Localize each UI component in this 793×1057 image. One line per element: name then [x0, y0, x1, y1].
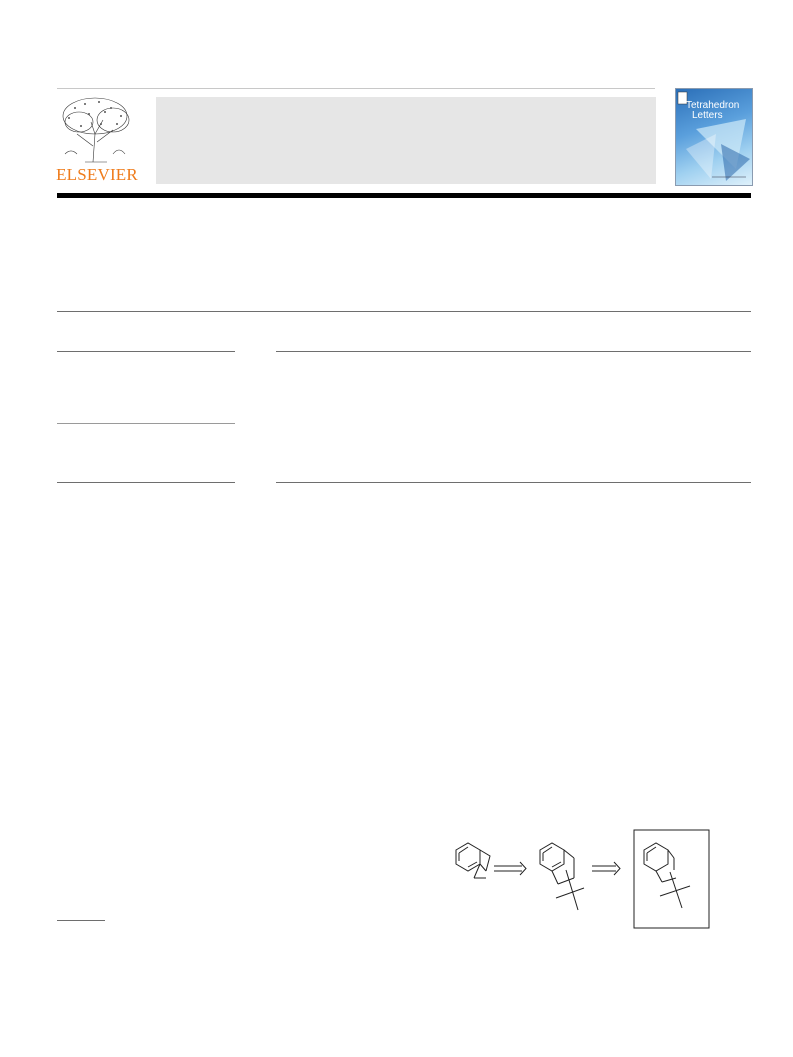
retrosynthesis-scheme — [438, 826, 713, 931]
cover-title — [686, 101, 750, 121]
top-thin-rule — [57, 88, 655, 89]
retro-arrow-1 — [494, 862, 526, 875]
aryne-precursor-structure — [644, 843, 690, 908]
keywords-rule — [57, 423, 235, 424]
indane-structure — [456, 843, 490, 878]
article-info-bottom-rule — [57, 482, 235, 483]
article-info-top-rule — [57, 351, 235, 352]
journal-header-band — [156, 97, 656, 184]
publisher-name: ELSEVIER — [56, 165, 138, 184]
journal-cover — [675, 88, 753, 186]
title-block-rule — [57, 311, 751, 312]
cover-title-line2: Letters — [692, 110, 723, 121]
abstract-bottom-rule — [276, 482, 751, 483]
elsevier-logo — [55, 94, 139, 188]
abstract-top-rule — [276, 351, 751, 352]
dimethylindane-structure — [540, 843, 584, 910]
header-thick-rule — [57, 193, 751, 198]
elsevier-tree-icon — [55, 94, 139, 164]
scheme-drawing — [438, 826, 713, 931]
footnote-rule — [57, 920, 105, 921]
retro-arrow-2 — [592, 862, 620, 875]
cover-title-line1: Tetrahedron — [686, 100, 740, 111]
